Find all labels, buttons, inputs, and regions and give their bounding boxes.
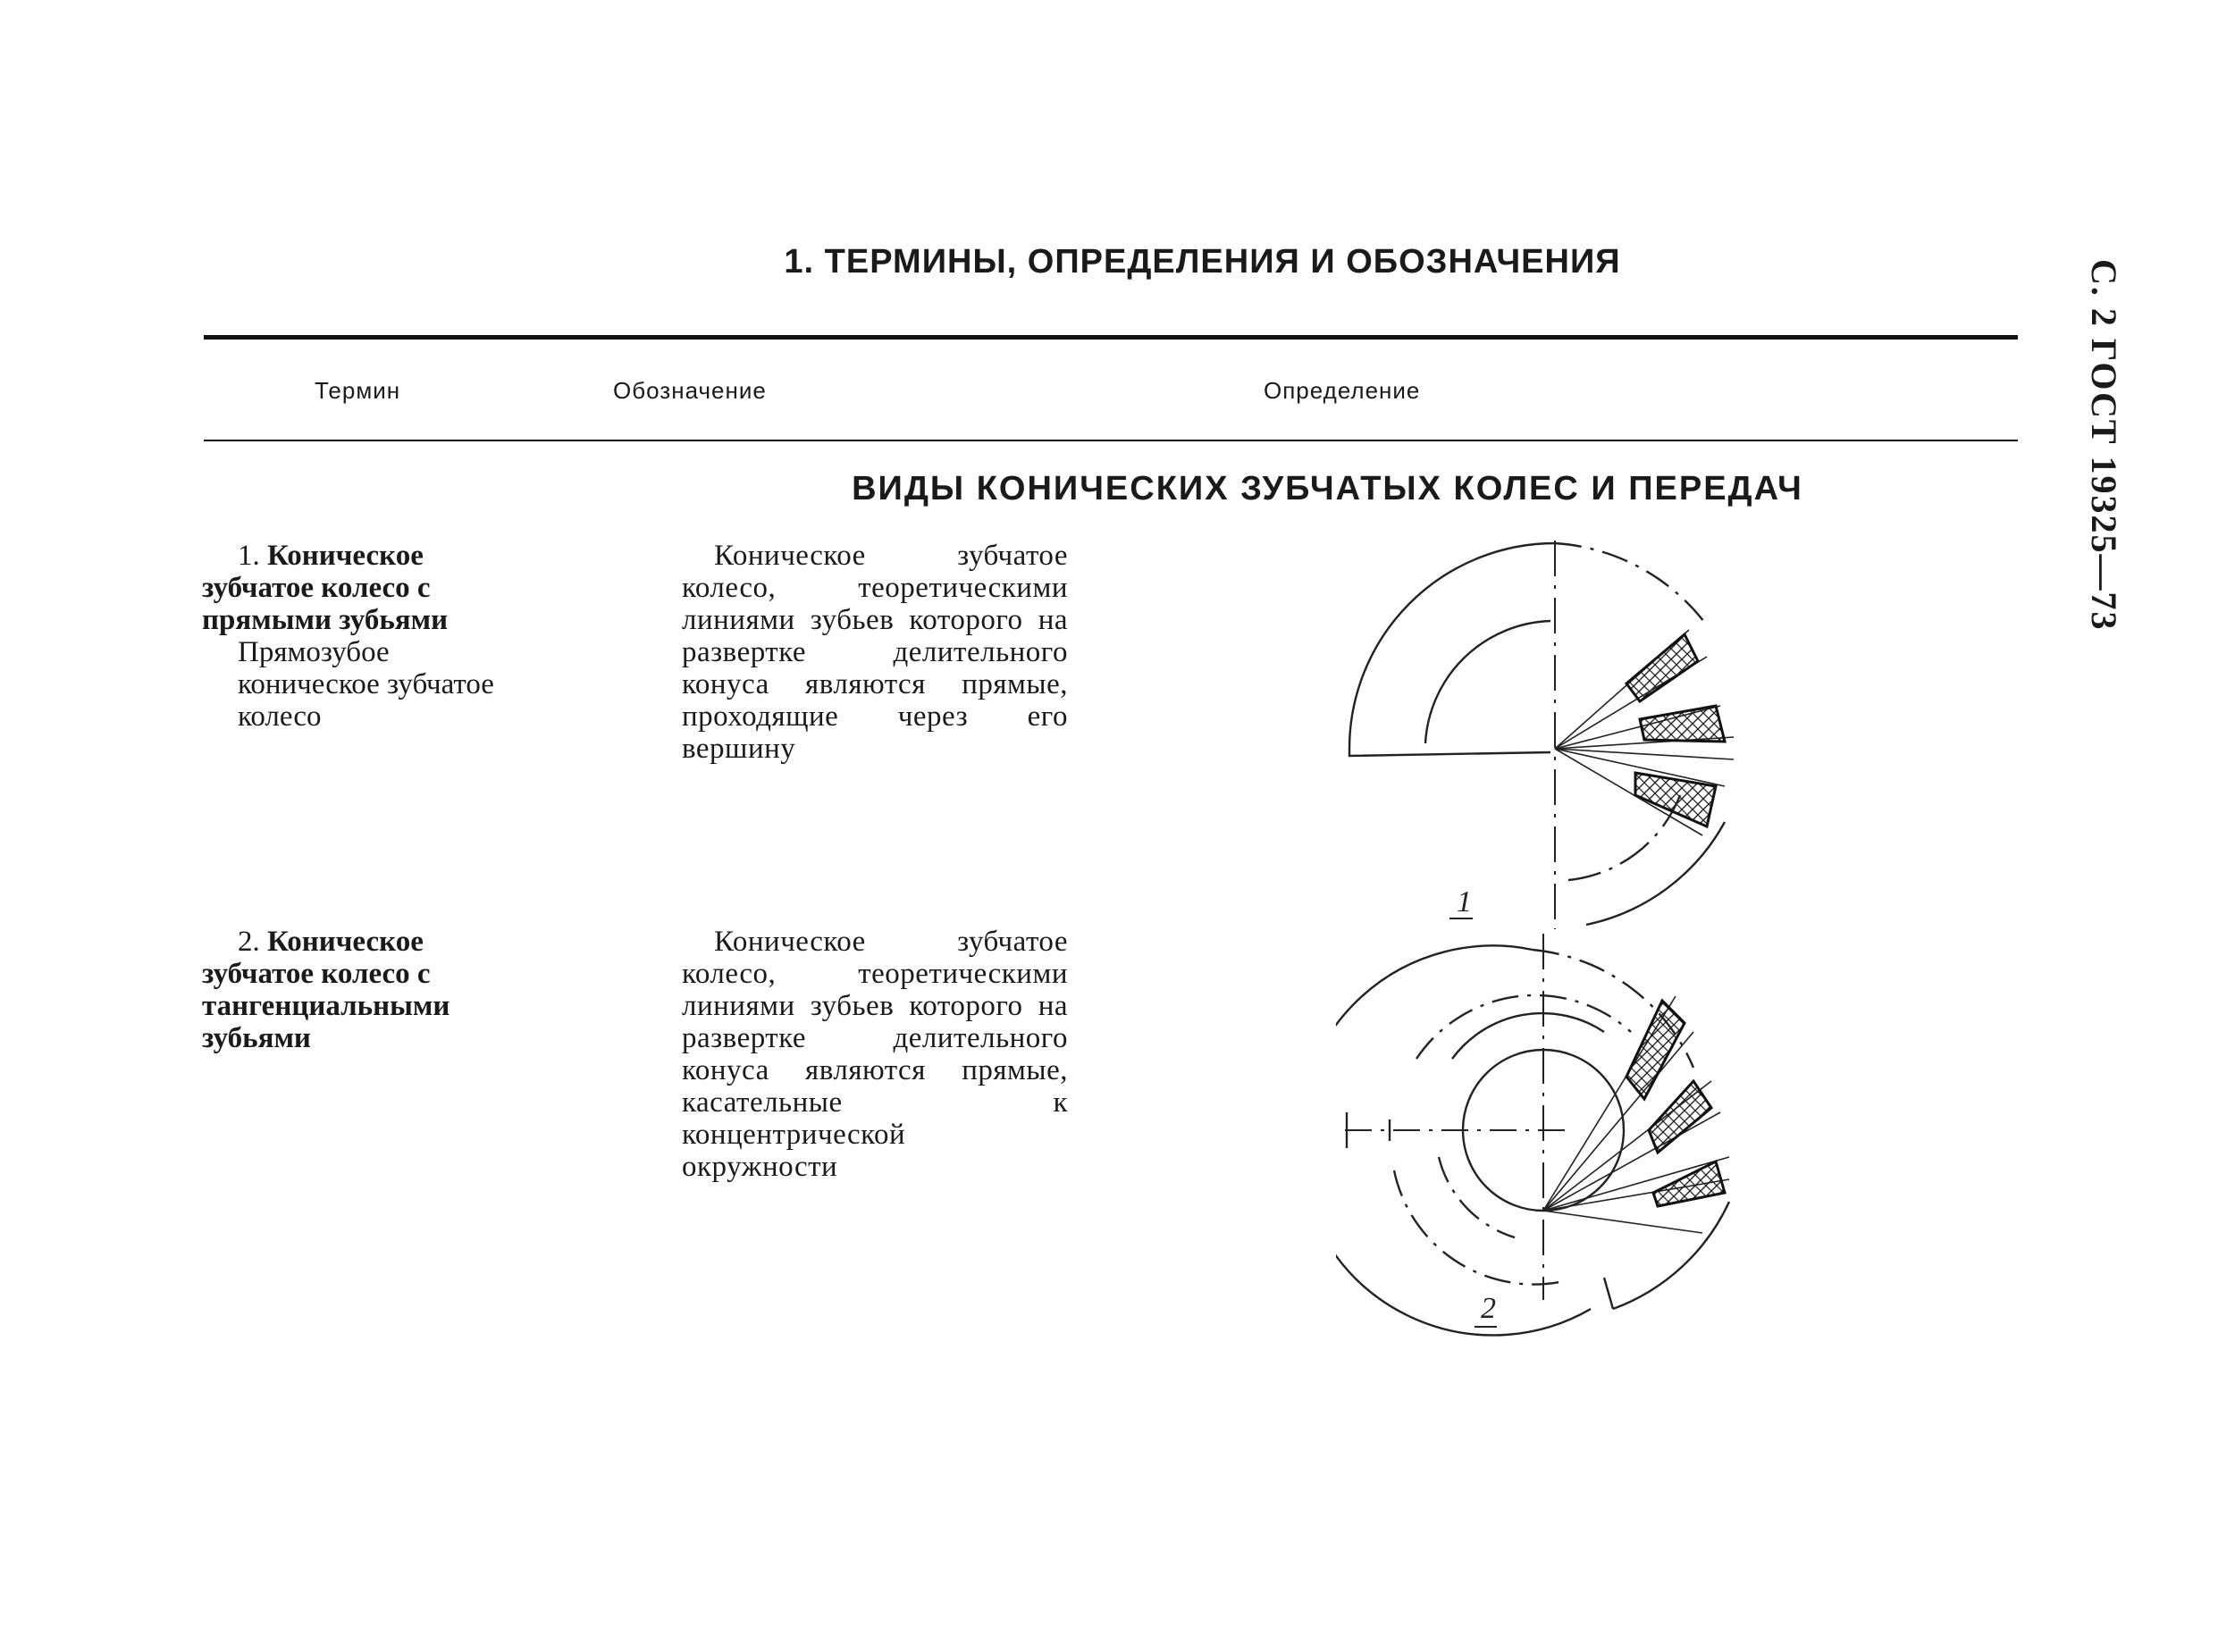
term-entry-1 bbox=[202, 540, 524, 733]
term-name: Коническое зубчатое колесо с прямыми зубьями bbox=[202, 540, 449, 636]
figure-label-2: 2 bbox=[1481, 1292, 1496, 1325]
term-synonym: Прямозубое коническое зубчатое колесо bbox=[238, 636, 494, 733]
term-entry-2 bbox=[202, 926, 524, 1054]
page-marker: С. 2 ГОСТ 19325—73 bbox=[2084, 259, 2124, 632]
table-header-rule bbox=[204, 440, 2018, 441]
section-title: 1. ТЕРМИНЫ, ОПРЕДЕЛЕНИЯ И ОБОЗНАЧЕНИЯ bbox=[784, 243, 1621, 281]
definition-2: Коническое зубчатое колесо, теоретическими линиями зубьев которого на развертке делительного конуса являются прямые, касательные к концентрической окружности bbox=[682, 926, 1068, 1183]
term-name: Коническое зубчатое колесо с тангенциальными зубьями bbox=[202, 926, 450, 1054]
straight-tooth-gear-figure bbox=[1323, 536, 1787, 947]
tangential-tooth-gear-figure bbox=[1336, 934, 1801, 1345]
term-number: 1. bbox=[238, 540, 260, 572]
column-header-definition: Определение bbox=[1264, 377, 1421, 404]
column-header-symbol: Обозначение bbox=[613, 377, 767, 404]
table-top-rule bbox=[204, 335, 2018, 340]
column-header-term: Термин bbox=[315, 377, 401, 404]
group-title: ВИДЫ КОНИЧЕСКИХ ЗУБЧАТЫХ КОЛЕС И ПЕРЕДАЧ bbox=[852, 470, 1803, 507]
figure-label-1: 1 bbox=[1457, 885, 1472, 918]
term-number: 2. bbox=[238, 926, 260, 958]
definition-1: Коническое зубчатое колесо, теоретическими линиями зубьев которого на развертке делительного конуса являются прямые, проходящие через его вершину bbox=[682, 540, 1068, 765]
